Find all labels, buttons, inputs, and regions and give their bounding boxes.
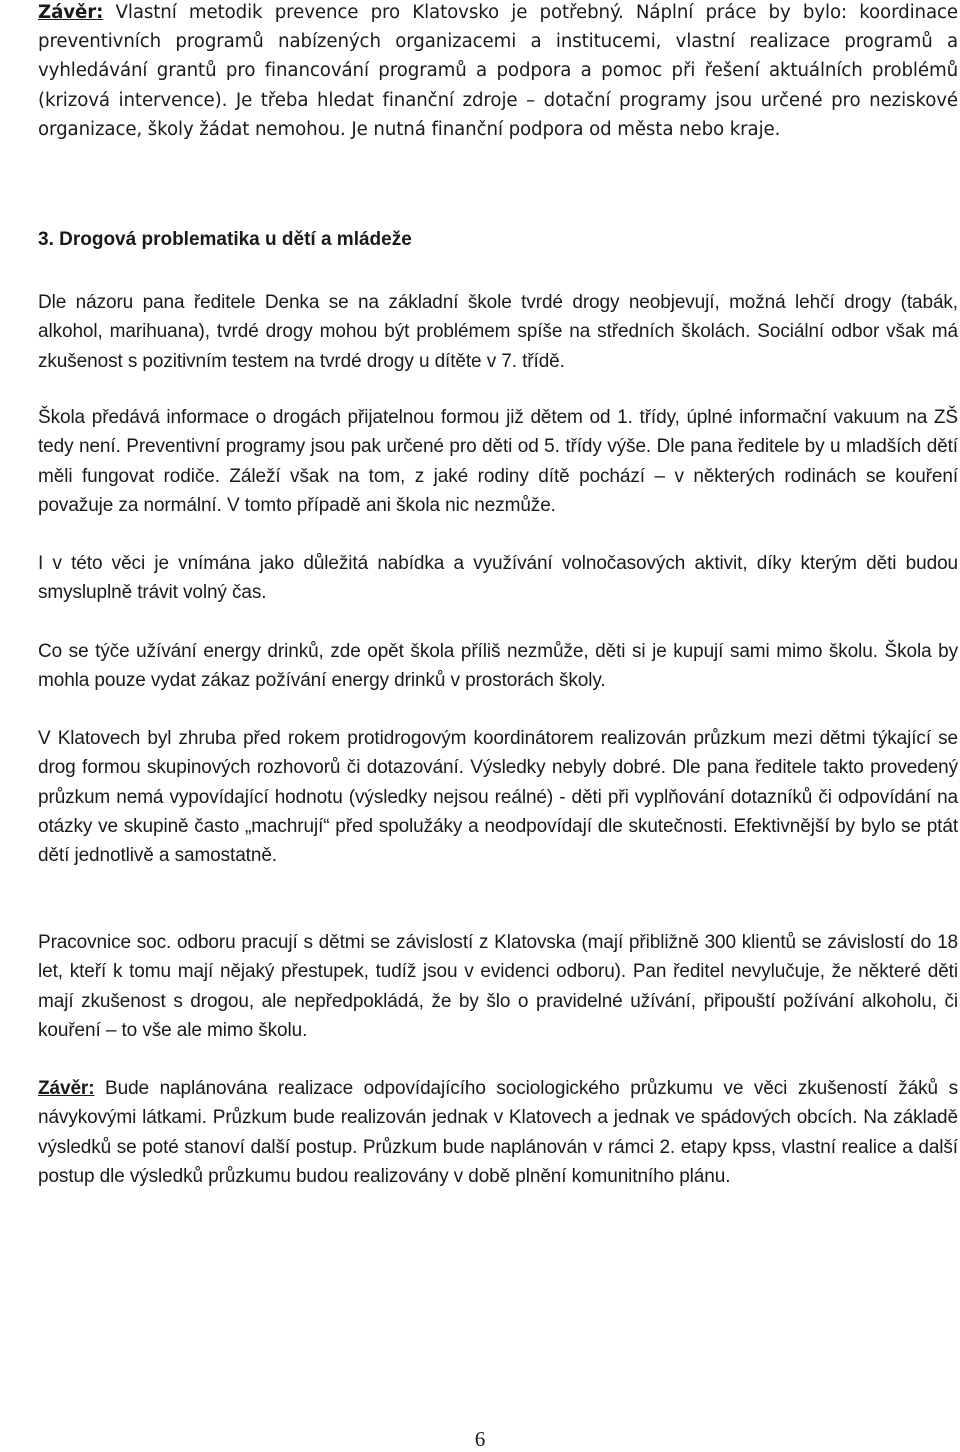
paragraph-survey: V Klatovech byl zhruba před rokem protidrogovým koordinátorem realizován průzkum mezi dětmi týkající se drog formou skupinových rozhovorů či dotazování. Výsledky nebyly dobré. Dle pana ředitele takto provedený průzkum nemá vypovídající hodnotu (výsledky nejsou reálné) - děti při vyplňování dotazníků či odpovídání na otázky ve skupině často „machrují“ před spolužáky a neodpovídají dle skutečnosti. Efektivnější by bylo se ptát dětí jednotlivě a samostatně. [38,728,958,867]
conclusion-label: Závěr: [38,1078,95,1099]
conclusion-text: Bude naplánována realizace odpovídajícího sociologického průzkumu ve věci zkušeností žáků s návykovými látkami. Průzkum bude realizován jednak v Klatovech a jednak ve spádových obcích. Na základě výsledků se poté stanoví další postup. Průzkum bude naplánován v rámci 2. etapy kpss, vlastní realice a další postup dle výsledků průzkumu budou realizovány v době plnění komunitního plánu. [38,1078,958,1187]
paragraph-school-information: Škola předává informace o drogách přijatelnou formou již dětem od 1. třídy, úplné informační vakuum na ZŠ tedy není. Preventivní programy jsou pak určené pro děti od 5. třídy výše. Dle pana ředitele by u mladších dětí měli fungovat rodiče. Záleží však na tom, z jaké rodiny dítě pochází – v některých rodinách se kouření považuje za normální. V tomto případě ani škola nic nezmůže. [38,407,958,516]
conclusion-label: Závěr: [38,2,104,23]
intro-text: Vlastní metodik prevence pro Klatovsko je potřebný. Náplní práce by bylo: koordinace preventivních programů nabízených organizacemi a institucemi, vlastní realizace programů a vyhledávání grantů pro financování programů a podpora a pomoc při řešení aktuálních problémů (krizová intervence). Je třeba hledat finanční zdroje – dotační programy jsou určené pro neziskové organizace, školy žádat nemohou. Je nutná finanční podpora od města nebo kraje. [38,2,958,140]
section-heading: 3. Drogová problematika u dětí a mládeže [38,229,412,250]
paragraph-energy-drinks: Co se týče užívání energy drinků, zde opět škola příliš nezmůže, děti si je kupují sami mimo školu. Škola by mohla pouze vydat zákaz požívání energy drinků v prostorách školy. [38,641,958,692]
intro-paragraph [38,0,958,144]
paragraph-leisure-activities: I v této věci je vnímána jako důležitá nabídka a využívání volnočasových aktivit, díky kterým děti budou smysluplně trávit volný čas. [38,553,958,604]
page-number: 6 [474,1427,486,1451]
paragraph-social-department: Pracovnice soc. odboru pracují s dětmi se závislostí z Klatovska (mají přibližně 300 klientů se závislostí do 18 let, kteří k tomu mají nějaký přestupek, tudíž jsou v evidenci odboru). Pan ředitel nevylučuje, že některé děti mají zkušenost s drogou, ale nepředpokládá, že by šlo o pravidelné užívání, připouští požívání alkoholu, či kouření – to vše ale mimo školu. [38,932,958,1041]
paragraph-hard-drugs: Dle názoru pana ředitele Denka se na základní škole tvrdé drogy neobjevují, možná lehčí drogy (tabák, alkohol, marihuana), tvrdé drogy mohou být problémem spíše na středních školách. Sociální odbor však má zkušenost s pozitivním testem na tvrdé drogy u dítěte v 7. třídě. [38,292,958,372]
conclusion-paragraph [38,1074,958,1191]
